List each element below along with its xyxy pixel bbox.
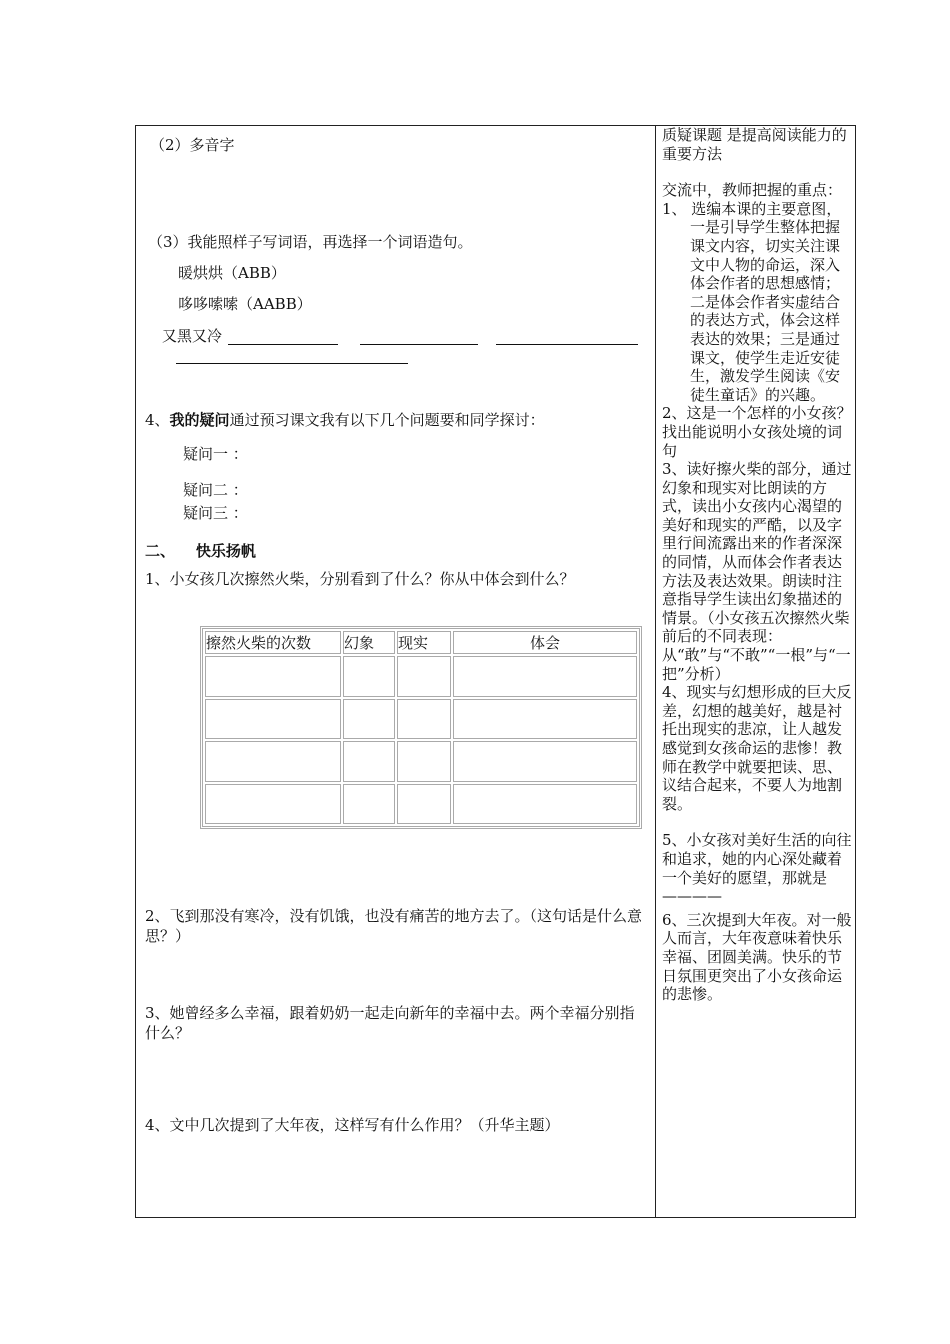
note-7: 5、小女孩对美好生活的向往和追求，她的内心深处藏着一个美好的愿望，那就是————	[662, 831, 852, 906]
table-cell[interactable]	[453, 741, 637, 782]
table-cell[interactable]	[205, 741, 341, 782]
example-aabb: 哆哆嗦嗦（AABB）	[178, 295, 312, 313]
doubt-3: 疑问三 ：	[183, 504, 248, 522]
q4-question: 4、我的疑问通过预习课文我有以下几个问题要和同学探讨：	[145, 411, 545, 429]
note-4: 2、这是一个怎样的小女孩？找出能说明小女孩处境的词句	[662, 404, 852, 460]
blank-line-2[interactable]	[360, 344, 478, 345]
doubt-1: 疑问一 ：	[183, 445, 248, 463]
table-cell[interactable]	[343, 784, 395, 825]
table-cell[interactable]	[343, 741, 395, 782]
table-header: 体会	[453, 631, 637, 654]
table-header: 现实	[397, 631, 451, 654]
table-header: 幻象	[343, 631, 395, 654]
q2-label: （2）多音字	[150, 136, 235, 154]
table-cell[interactable]	[205, 656, 341, 697]
note-6: 4、现实与幻想形成的巨大反差，幻想的越美好，越是衬托出现实的悲凉，让人越发感觉到女孩命运的悲惨！教师在教学中就要把读、思、议结合起来，不要人为地割裂。	[662, 683, 852, 813]
doubt-2: 疑问二 ：	[183, 481, 248, 499]
table-cell[interactable]	[343, 699, 395, 740]
section2-q1: 1、小女孩几次擦然火柴，分别看到了什么？你从中体会到什么？	[145, 570, 575, 588]
table-cell[interactable]	[453, 784, 637, 825]
note-3: 1、 选编本课的主要意图，一是引导学生整体把握课文内容，切实关注课文中人物的命运，深入体会作者的思想感情；二是体会作者实虚结合的表达方式，体会这样表达的效果；三是通过课文，使学生走近安徒生，激发学生阅读《安徒生童话》的兴趣。	[662, 199, 842, 404]
blank-line-4[interactable]	[176, 363, 408, 364]
note-8: 6、三次提到大年夜。对一般人而言，大年夜意味着快乐幸福、团圆美满。快乐的节日氛围更突出了小女孩命运的悲惨。	[662, 910, 852, 1004]
table-cell[interactable]	[397, 741, 451, 782]
fire-match-table	[200, 626, 642, 829]
table-cell[interactable]	[205, 699, 341, 740]
table-cell[interactable]	[397, 784, 451, 825]
table-header: 擦然火柴的次数	[205, 631, 341, 654]
table-cell[interactable]	[343, 656, 395, 697]
column-divider	[655, 125, 656, 1218]
table-cell[interactable]	[205, 784, 341, 825]
table-cell[interactable]	[453, 699, 637, 740]
note-1: 质疑课题 是提高阅读能力的重要方法	[662, 126, 847, 163]
note-2: 交流中，教师把握的重点：	[662, 181, 843, 200]
example-abb: 暖烘烘（ABB）	[178, 264, 286, 282]
q3-label: （3）我能照样子写词语，再选择一个词语造句。	[148, 233, 473, 251]
table-cell[interactable]	[397, 656, 451, 697]
teacher-notes	[662, 126, 852, 1004]
table-cell[interactable]	[397, 699, 451, 740]
blank-line-1[interactable]	[228, 344, 338, 345]
table-cell[interactable]	[453, 656, 637, 697]
section2-q2: 2、飞到那没有寒冷，没有饥饿，也没有痛苦的地方去了。（这句话是什么意思？）	[145, 907, 643, 945]
note-5: 3、读好擦火柴的部分，通过幻象和现实对比朗读的方式，读出小女孩内心渴望的美好和现实的严酷，以及字里行间流露出来的作者深深的同情，从而体会作者表达方法及表达效果。朗读时注意指导学生读出幻象描述的情景。（小女孩五次擦然火柴前后的不同表现：从“敢”与“不敢”“一根”与“一把”分析）	[662, 460, 852, 683]
section-heading: 二、 快乐扬帆	[145, 542, 256, 560]
example-ababa: 又黑又冷	[162, 327, 223, 345]
blank-line-3[interactable]	[496, 344, 638, 345]
section2-q3: 3、她曾经多么幸福，跟着奶奶一起走向新年的幸福中去。两个幸福分别指什么？	[145, 1004, 635, 1042]
section2-q4: 4、文中几次提到了大年夜，这样写有什么作用？（升华主题）	[145, 1116, 560, 1134]
